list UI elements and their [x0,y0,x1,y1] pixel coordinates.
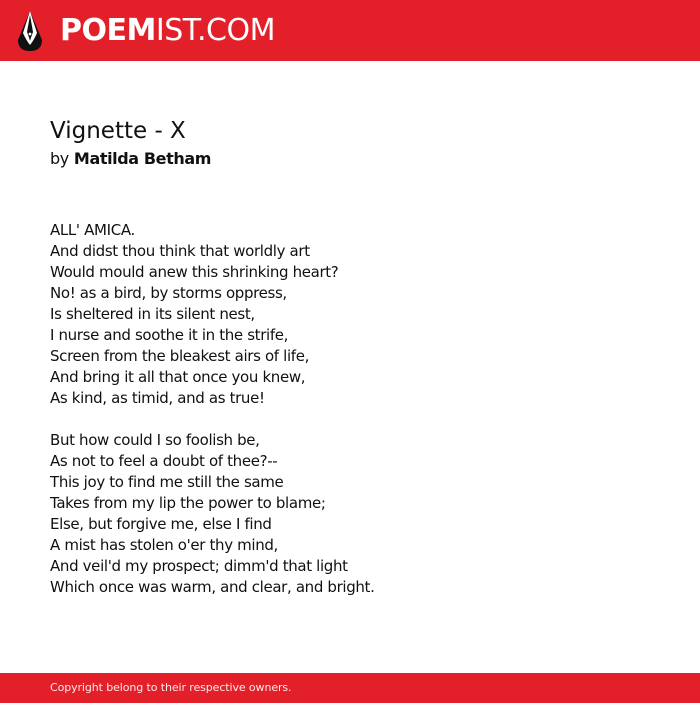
site-header [0,0,700,61]
copyright-text: Copyright belong to their respective owners. [50,681,292,694]
poem-byline [50,148,650,170]
pen-nib-icon [16,9,44,53]
poem-stanza-2 [50,430,650,598]
poem-stanza-1 [50,220,650,409]
poem-line: This joy to find me still the same [50,473,284,491]
poem-line: No! as a bird, by storms oppress, [50,284,287,302]
logo-text-light: IST.COM [155,13,275,48]
poem-line: I nurse and soothe it in the strife, [50,326,289,344]
poem-title: Vignette - X [50,118,186,144]
poem-author: Matilda Betham [73,149,212,168]
poem-line: Is sheltered in its silent nest, [50,305,255,323]
site-footer [0,673,700,703]
poem-line: But how could I so foolish be, [50,431,260,449]
site-logo-link[interactable] [16,9,275,53]
by-label: by [50,149,69,168]
poem-line: Screen from the bleakest airs of life, [50,347,310,365]
poem-line: ALL' AMICA. [50,221,135,239]
poem-line: Which once was warm, and clear, and bright. [50,578,375,596]
poem-line: Takes from my lip the power to blame; [50,494,326,512]
poem-content [50,114,650,619]
logo-text [60,9,275,53]
poem-line: Would mould anew this shrinking heart? [50,263,339,281]
poem-line: As not to feel a doubt of thee?-- [50,452,278,470]
poem-line: As kind, as timid, and as true! [50,389,265,407]
logo-text-bold: POEM [60,13,156,48]
poem-line: And bring it all that once you knew, [50,368,306,386]
poem-line: And veil'd my prospect; dimm'd that light [50,557,348,575]
poem-line: And didst thou think that worldly art [50,242,310,260]
poem-body [50,220,650,598]
poem-line: A mist has stolen o'er thy mind, [50,536,278,554]
poem-line: Else, but forgive me, else I find [50,515,272,533]
